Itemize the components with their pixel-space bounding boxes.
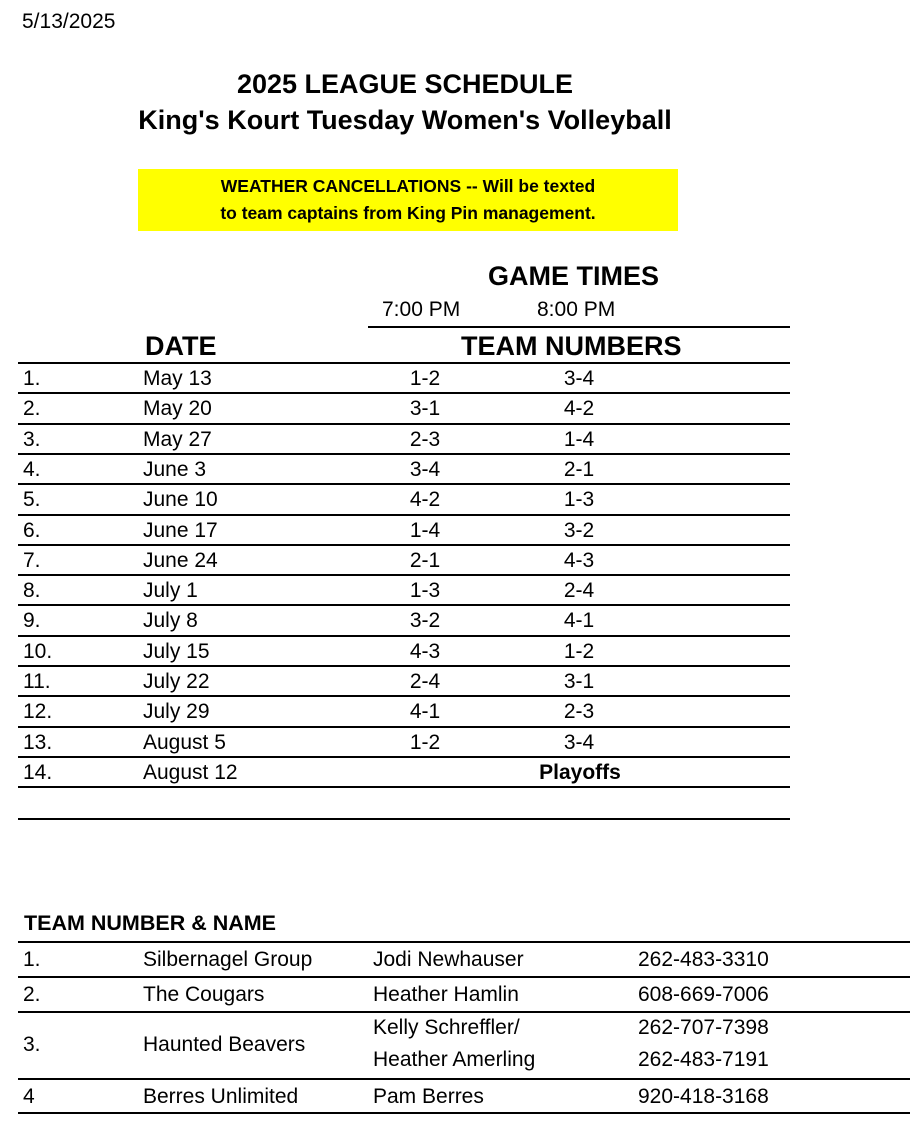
captain-phone: 262-707-7398 [638, 1016, 769, 1039]
schedule-row [18, 392, 790, 424]
game-date: June 10 [143, 488, 218, 512]
schedule-row-playoffs [18, 756, 790, 788]
team-captain: Pam Berres [373, 1085, 484, 1108]
captain-phone: 608-669-7006 [638, 983, 769, 1006]
week-number: 12. [23, 700, 53, 724]
team-row [18, 941, 910, 978]
matchup-8pm: 3-4 [563, 730, 595, 754]
game-date: June 17 [143, 518, 218, 542]
week-number: 7. [23, 548, 41, 572]
week-number: 11. [23, 670, 51, 693]
week-number: 5. [23, 488, 41, 512]
game-times-heading: GAME TIMES [488, 261, 660, 291]
team-captain: Kelly Schreffler/ [373, 1016, 520, 1039]
game-date: July 15 [143, 639, 210, 663]
matchup-7pm: 2-1 [409, 548, 441, 572]
game-date: July 22 [143, 670, 210, 693]
team-row [18, 976, 910, 1013]
week-number: 1. [23, 367, 41, 390]
game-date: July 8 [143, 609, 198, 633]
matchup-7pm: 4-1 [409, 700, 441, 724]
header-divider [368, 326, 790, 328]
schedule-row [18, 726, 790, 758]
matchup-8pm: 1-2 [563, 639, 595, 663]
matchup-8pm: 2-3 [563, 700, 595, 724]
matchup-7pm: 1-4 [409, 518, 441, 542]
matchup-7pm: 3-2 [409, 609, 441, 633]
game-date: June 24 [143, 548, 218, 572]
schedule-row [18, 483, 790, 515]
week-number: 2. [23, 397, 41, 421]
matchup-7pm: 4-2 [409, 488, 441, 512]
team-numbers-column-header: TEAM NUMBERS [461, 331, 682, 361]
team-name: The Cougars [143, 983, 265, 1006]
matchup-8pm: 2-4 [563, 579, 595, 603]
team-captain: Heather Hamlin [373, 983, 519, 1006]
schedule-row [18, 453, 790, 485]
schedule-bottom-line [18, 818, 790, 820]
game-date: May 20 [143, 397, 212, 421]
matchup-7pm: 3-4 [409, 457, 441, 481]
schedule-row [18, 574, 790, 606]
matchup-8pm: 4-2 [563, 397, 595, 421]
game-date: June 3 [143, 457, 207, 481]
matchup-7pm: 3-1 [409, 397, 441, 421]
matchup-7pm: 2-4 [409, 670, 441, 693]
schedule-row [18, 604, 790, 636]
teams-heading: TEAM NUMBER & NAME [24, 911, 277, 935]
game-date: August 12 [143, 760, 238, 784]
week-number: 14. [23, 760, 53, 784]
week-number: 3. [23, 427, 41, 451]
team-number: 1. [23, 948, 41, 971]
team-name: Berres Unlimited [143, 1085, 299, 1108]
schedule-row [18, 665, 790, 697]
schedule-row [18, 544, 790, 576]
matchup-8pm: 4-3 [563, 548, 595, 572]
matchup-7pm: 4-3 [409, 639, 441, 663]
team-captain-2: Heather Amerling [373, 1048, 536, 1071]
team-number: 4 [23, 1085, 35, 1108]
teams-bottom-divider [18, 1112, 910, 1114]
team-number: 2. [23, 983, 41, 1006]
captain-phone: 262-483-3310 [638, 948, 769, 971]
matchup-7pm: 1-2 [409, 367, 441, 390]
team-name: Haunted Beavers [143, 1033, 306, 1056]
matchup-8pm: 3-2 [563, 518, 595, 542]
game-date: May 13 [143, 367, 212, 390]
time-8pm-header: 8:00 PM [537, 298, 616, 321]
team-row [18, 1078, 910, 1114]
matchup-8pm: 3-1 [563, 670, 595, 693]
weather-notice [138, 169, 678, 231]
schedule-divider [18, 786, 790, 788]
matchup-8pm: 4-1 [563, 609, 595, 633]
page-title: 2025 LEAGUE SCHEDULE [236, 69, 574, 99]
game-date: July 1 [143, 579, 198, 603]
matchup-8pm: 2-1 [563, 457, 595, 481]
captain-phone: 920-418-3168 [638, 1085, 769, 1108]
team-captain: Jodi Newhauser [373, 948, 524, 971]
game-date: July 29 [143, 700, 210, 724]
matchup-7pm: 1-2 [409, 730, 441, 754]
matchup-7pm: 1-3 [409, 579, 441, 603]
game-date: May 27 [143, 427, 212, 451]
week-number: 9. [23, 609, 41, 633]
week-number: 13. [23, 730, 53, 754]
week-number: 4. [23, 457, 41, 481]
matchup-7pm: 2-3 [409, 427, 441, 451]
schedule-row [18, 695, 790, 727]
page-subtitle: King's Kourt Tuesday Women's Volleyball [138, 105, 672, 135]
team-row [18, 1011, 910, 1080]
notice-line-2: to team captains from King Pin management. [220, 203, 596, 223]
game-date: August 5 [143, 730, 226, 754]
team-number: 3. [23, 1033, 41, 1056]
notice-line-1: WEATHER CANCELLATIONS -- Will be texted [220, 176, 596, 196]
schedule-row [18, 362, 790, 394]
week-number: 8. [23, 579, 41, 603]
time-7pm-header: 7:00 PM [382, 298, 461, 321]
schedule-row [18, 423, 790, 455]
captain-phone-2: 262-483-7191 [638, 1048, 769, 1071]
week-number: 6. [23, 518, 41, 542]
matchup-8pm: 1-4 [563, 427, 595, 451]
schedule-row [18, 635, 790, 667]
playoffs-label: Playoffs [539, 760, 621, 784]
schedule-row [18, 514, 790, 546]
week-number: 10. [23, 639, 53, 663]
date-stamp: 5/13/2025 [22, 10, 116, 33]
date-column-header: DATE [145, 331, 217, 361]
team-name: Silbernagel Group [143, 948, 313, 971]
matchup-8pm: 3-4 [563, 367, 595, 390]
matchup-8pm: 1-3 [563, 488, 595, 512]
